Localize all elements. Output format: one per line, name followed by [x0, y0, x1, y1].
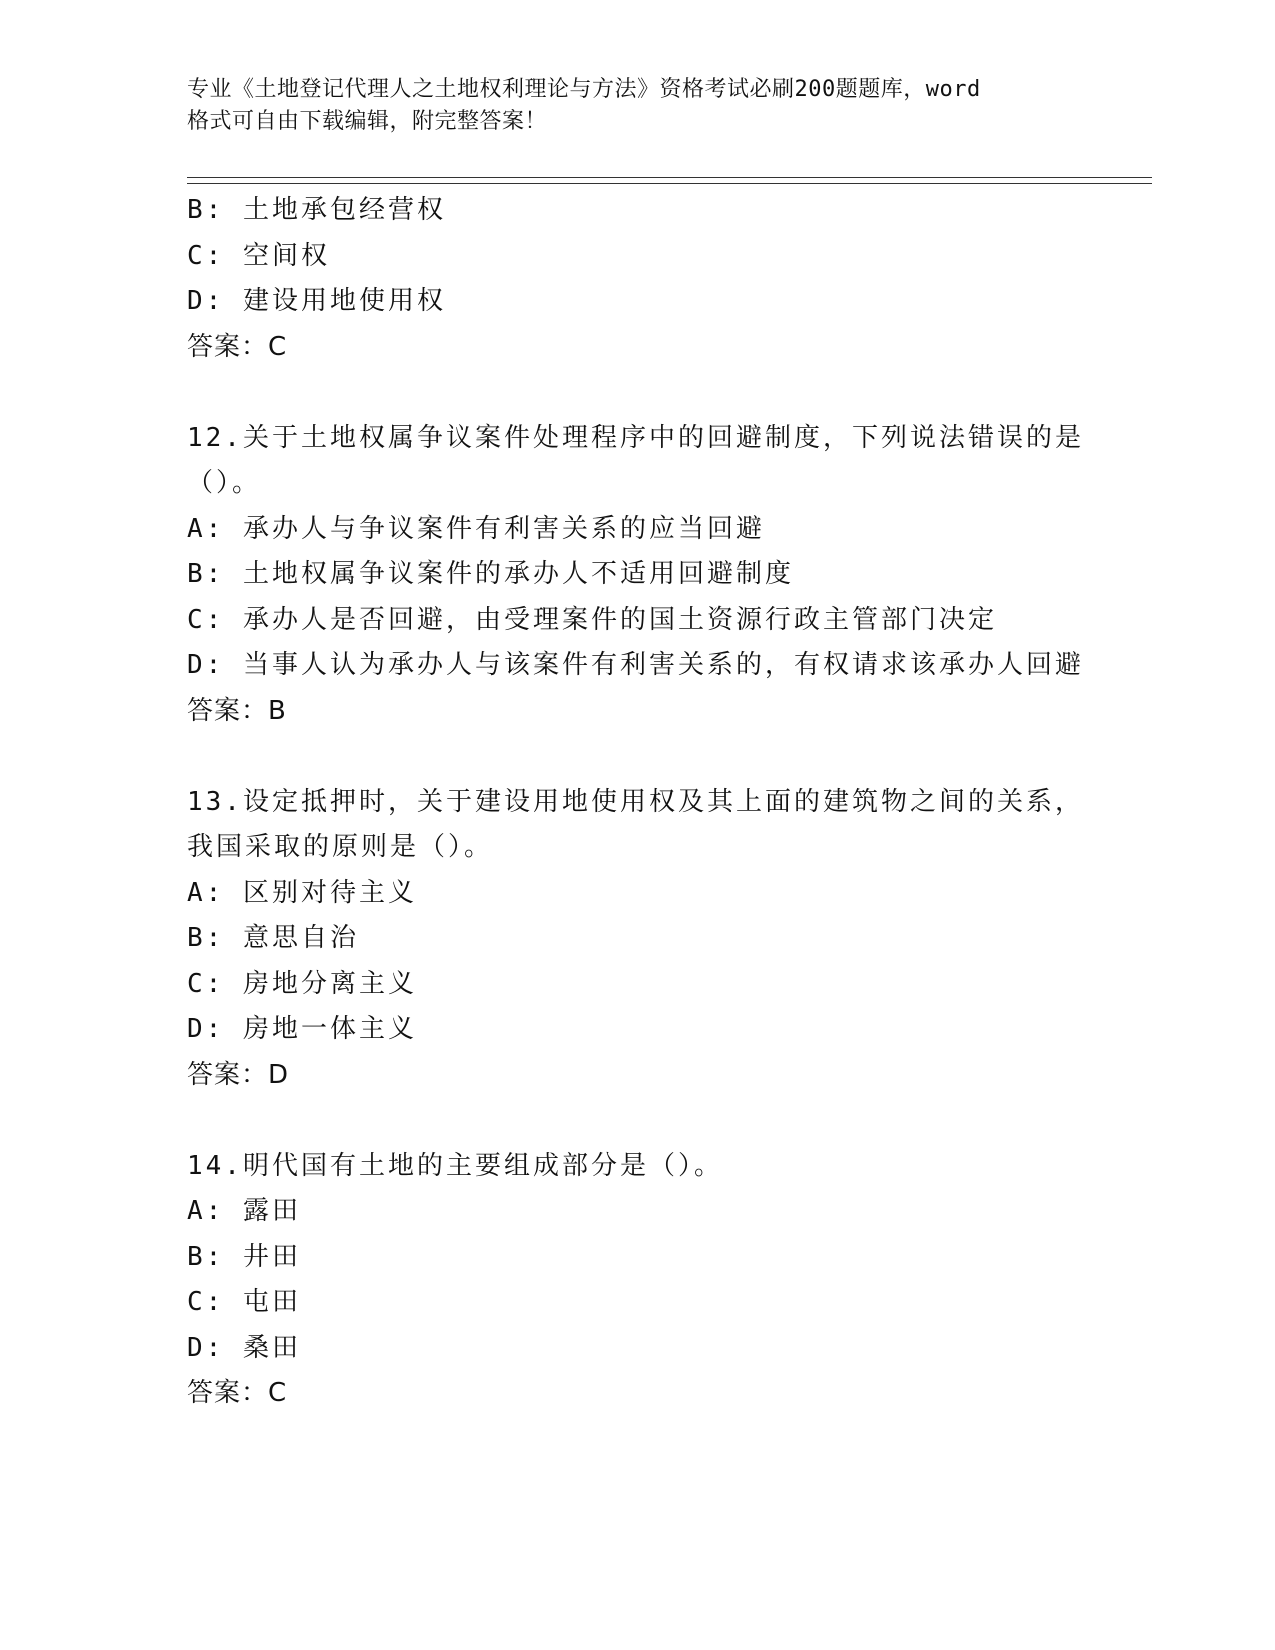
option-c: C: 房地分离主义 [187, 968, 417, 999]
option-d: D: 当事人认为承办人与该案件有利害关系的，有权请求该承办人回避 [187, 650, 1084, 680]
answer-line: 答案：C [187, 331, 288, 362]
option-a: A: 露田 [187, 1196, 301, 1226]
question-stem-line-1: 12.关于土地权属争议案件处理程序中的回避制度，下列说法错误的是 [187, 422, 1084, 453]
question-stem-line-1: 13.设定抵押时，关于建设用地使用权及其上面的建筑物之间的关系， [187, 786, 1084, 817]
header-line-1: 专业《土地登记代理人之土地权利理论与方法》资格考试必刷200题题库，word [187, 77, 981, 102]
option-b: B: 土地权属争议案件的承办人不适用回避制度 [187, 559, 794, 589]
option-d: D: 建设用地使用权 [187, 286, 446, 316]
header-line-2: 格式可自由下载编辑，附完整答案！ [187, 109, 548, 134]
question-stem-line-1: 14.明代国有土地的主要组成部分是（）。 [187, 1150, 723, 1181]
option-d: D: 桑田 [187, 1332, 301, 1363]
question-13 [187, 780, 1147, 1099]
option-c: C: 承办人是否回避，由受理案件的国土资源行政主管部门决定 [187, 604, 997, 635]
option-b: B: 意思自治 [187, 923, 359, 953]
option-d: D: 房地一体主义 [187, 1014, 417, 1044]
question-stem-line-2: （）。 [187, 468, 262, 498]
option-b: B: 井田 [187, 1241, 301, 1272]
answer-line: 答案：D [187, 1059, 290, 1090]
question-14 [187, 1144, 1147, 1417]
header-rule-top [187, 177, 1152, 178]
option-c: C: 空间权 [187, 240, 330, 271]
answer-line: 答案：C [187, 1378, 288, 1408]
spacer [187, 734, 1147, 780]
question-11-continued [187, 188, 1147, 370]
spacer [187, 1098, 1147, 1144]
answer-line: 答案：B [187, 695, 287, 726]
option-b: B: 土地承包经营权 [187, 195, 446, 225]
question-12 [187, 416, 1147, 735]
option-a: A: 承办人与争议案件有利害关系的应当回避 [187, 513, 765, 544]
spacer [187, 370, 1147, 416]
header-rule-bottom [187, 183, 1152, 184]
question-stem-line-2: 我国采取的原则是（）。 [187, 832, 494, 862]
document-header [187, 74, 1087, 138]
option-a: A: 区别对待主义 [187, 877, 417, 908]
question-list [187, 188, 1147, 1417]
option-c: C: 屯田 [187, 1287, 301, 1317]
